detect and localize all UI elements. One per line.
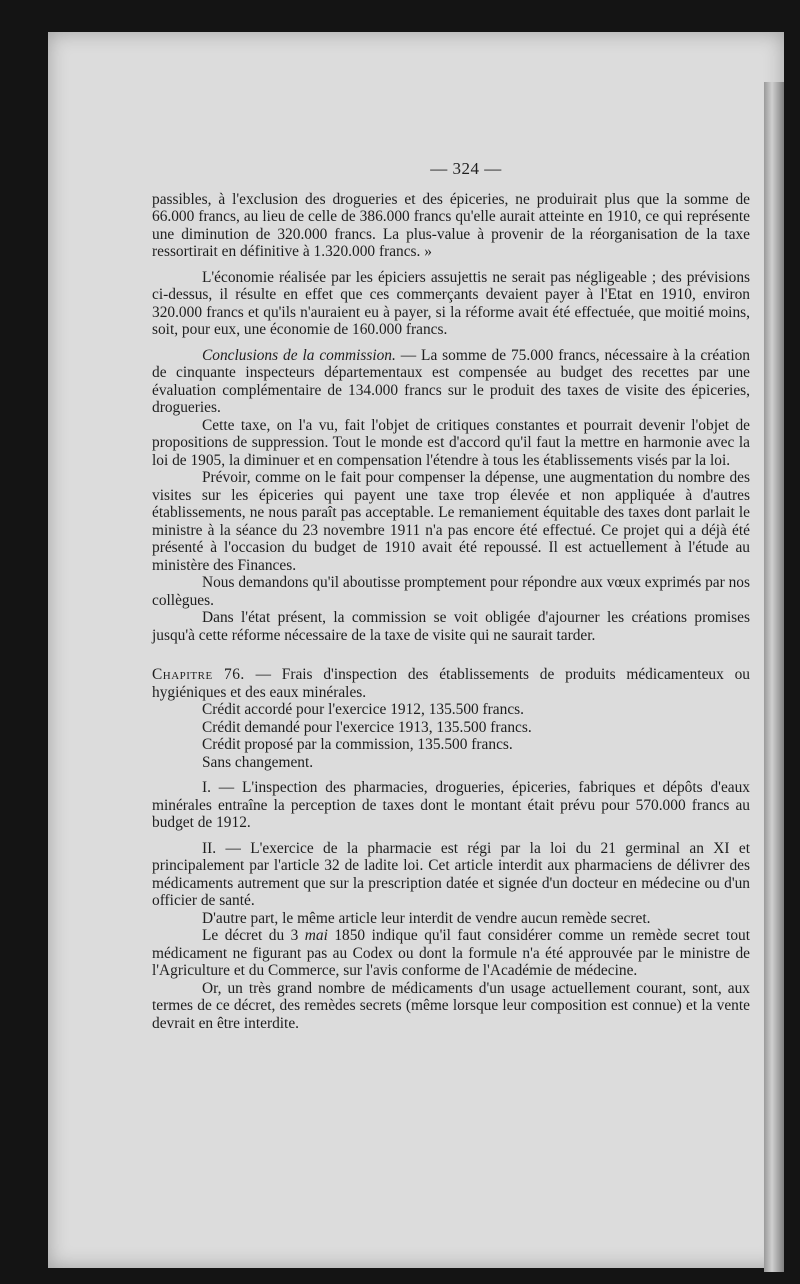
sans-changement: Sans changement. — [202, 753, 314, 771]
decret-month: mai — [304, 927, 328, 944]
paragraph-4: Cette taxe, on l'a vu, fait l'objet de critiques constantes et pourrait devenir l'objet de propositions de suppression. Tout le monde est d'accord qu'il faut la mettre en harmonie avec la loi de 1905, la diminuer et en compensation l'étendre à tous les établissements visés par la loi. — [152, 416, 750, 469]
paragraph-7: Dans l'état présent, la commission se voit obligée d'ajourner les créations promises jusqu'à cette réforme nécessaire de la taxe de visite qui ne saurait tarder. — [152, 609, 750, 644]
paragraph-5: Prévoir, comme on le fait pour compenser la dépense, une augmentation du nombre des visites sur les épiceries qui payent une taxe trop élevée et non appliquée à d'autres établissements, ne nous paraît pas acceptable. Le remaniement équitable des taxes dont parlait le ministre à la séance du 23 novembre 1911 n'a pas encore été effectué. Ce projet qui a déjà été présenté à l'occasion du budget de 1910 avait été repoussé. Il est actuellement à l'étude au ministère des Finances. — [152, 469, 750, 574]
page-edge — [764, 82, 784, 1272]
credit-demande: Crédit demandé pour l'exercice 1913, 135.500 francs. — [202, 718, 532, 736]
paragraph-remede-secret: D'autre part, le même article leur interdit de vendre aucun remède secret. — [202, 909, 651, 927]
section-ii: II. — L'exercice de la pharmacie est régi par la loi du 21 germinal an XI et principalement par l'article 32 de ladite loi. Cet article interdit aux pharmaciens de délivrer des médicaments autrement que sur la prescription datée et signée d'un docteur en médecine ou d'un officier de santé. — [152, 839, 750, 909]
chapter-76 — [152, 666, 750, 701]
section-heading-conclusions: Conclusions de la commission. — [202, 346, 396, 364]
credit-accorde: Crédit accordé pour l'exercice 1912, 135.500 francs. — [202, 701, 525, 718]
page-number: — 324 — — [430, 159, 502, 178]
paragraph-1: passibles, à l'exclusion des drogueries et des épiceries, ne produirait plus que la somme de 66.000 francs, au lieu de celle de 386.000 francs qu'elle aurait atteinte en 1910, ce qui représente une diminution de 320.000 francs. La plus-value à provenir de la réorganisation de la taxe ressortirait en définitive à 1.320.000 francs. » — [152, 190, 750, 260]
chapter-heading: Chapitre 76. — [152, 666, 245, 683]
paragraph-6: Nous demandons qu'il aboutisse promptement pour répondre aux vœux exprimés par nos collègues. — [152, 574, 750, 609]
paragraph-2: L'économie réalisée par les épiciers assujettis ne serait pas négligeable ; des prévisions ci-dessus, il résulte en effet que ces commerçants devaient payer à l'Etat en 1910, environ 320.000 francs et qu'ils n'auraient eu à payer, si la réforme avait été effectuée, que moitié moins, soit, pour eux, une économie de 160.000 francs. — [152, 268, 750, 338]
paragraph-decret — [152, 927, 750, 980]
page-text — [152, 160, 750, 1032]
section-i: I. — L'inspection des pharmacies, drogueries, épiceries, fabriques et dépôts d'eaux minérales entraîne la perception de taxes dont le montant était prévu pour 570.000 francs au budget de 1912. — [152, 779, 750, 831]
chapter-76-text: — Frais d'inspection des établissements de produits médicamenteux ou hygiéniques et des eaux minérales. — [152, 666, 751, 701]
paragraph-final: Or, un très grand nombre de médicaments d'un usage actuellement courant, sont, aux termes de ce décret, des remèdes secrets (même lorsque leur composition est connue) et la vente devrait en être interdite. — [152, 979, 750, 1032]
decret-text-b: 1850 indique qu'il faut considérer comme un remède secret tout médicament ne figurant pas au Codex ou dont la formule n'a été approuvée par le ministre de l'Agriculture et du Commerce, sur l'avis conforme de l'Académie de médecine. — [152, 927, 750, 979]
paragraph-3-text: — La somme de 75.000 francs, nécessaire à la création de cinquante inspecteurs départementaux est compensée au budget des recettes par une évaluation complémentaire de 134.000 francs sur le produit des taxes de visite des épiceries, drogueries. — [152, 346, 750, 416]
paragraph-3 — [152, 347, 750, 417]
decret-text-a: Le décret du 3 — [202, 927, 305, 944]
credit-propose: Crédit proposé par la commission, 135.500 francs. — [202, 736, 513, 753]
